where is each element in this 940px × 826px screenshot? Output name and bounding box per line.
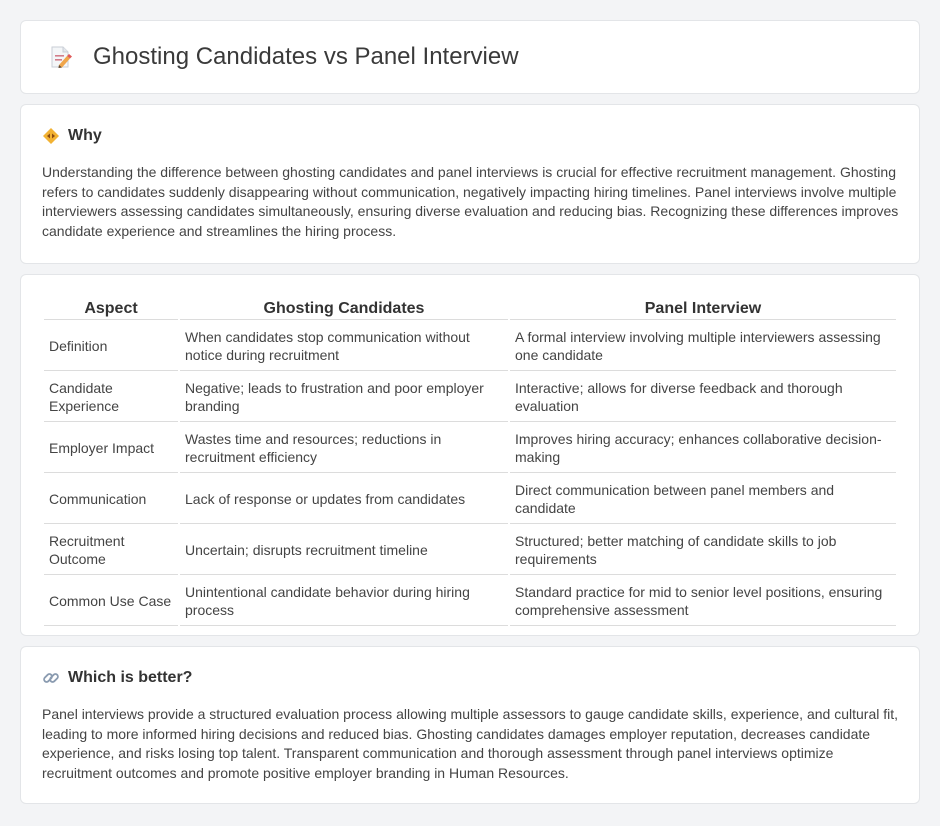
aspect-cell: Definition — [44, 322, 178, 371]
why-title: Why — [68, 127, 102, 144]
comparison-table — [42, 295, 898, 628]
aspect-cell: Employer Impact — [44, 424, 178, 473]
aspect-cell: Communication — [44, 475, 178, 524]
document-pencil-icon — [47, 44, 73, 70]
panel-cell: Direct communication between panel members and candidate — [510, 475, 896, 524]
ghosting-cell: Unintentional candidate behavior during hiring process — [180, 577, 508, 626]
panel-cell: Interactive; allows for diverse feedback and thorough evaluation — [510, 373, 896, 422]
which-title: Which is better? — [68, 669, 193, 686]
link-icon — [42, 669, 60, 687]
header-aspect: Aspect — [44, 297, 178, 320]
diamond-arrows-icon — [42, 127, 60, 145]
table-header-row — [44, 297, 896, 320]
header-panel: Panel Interview — [510, 297, 896, 320]
panel-cell: Standard practice for mid to senior level positions, ensuring comprehensive assessment — [510, 577, 896, 626]
panel-cell: Improves hiring accuracy; enhances collaborative decision-making — [510, 424, 896, 473]
aspect-cell: Candidate Experience — [44, 373, 178, 422]
page-title: Ghosting Candidates vs Panel Interview — [93, 43, 519, 70]
why-section — [20, 104, 920, 264]
table-row — [44, 322, 896, 371]
table-row — [44, 526, 896, 575]
which-section — [20, 646, 920, 804]
which-text: Panel interviews provide a structured evaluation process allowing multiple assessors to gauge candidate skills, experience, and cultural fit, leading to more informed hiring decisions and reduced bias. Ghosting candidates damages employer reputation, decreases candidate experience, and risks losing top talent. Transparent communication and thorough assessment through panel interviews optimize recruitment outcomes and promote positive employer branding in Human Resources. — [42, 706, 899, 781]
header-card — [20, 20, 920, 94]
comparison-section — [20, 274, 920, 636]
why-text: Understanding the difference between ghosting candidates and panel interviews is crucial for effective recruitment management. Ghosting refers to candidates suddenly disappearing without communication, negatively impacting hiring timelines. Panel interviews involve multiple interviewers assessing candidates simultaneously, ensuring diverse evaluation and reducing bias. Recognizing these differences improves candidate experience and streamlines the hiring process. — [42, 164, 899, 239]
ghosting-cell: When candidates stop communication without notice during recruitment — [180, 322, 508, 371]
panel-cell: Structured; better matching of candidate skills to job requirements — [510, 526, 896, 575]
table-row — [44, 424, 896, 473]
table-row — [44, 373, 896, 422]
table-row — [44, 577, 896, 626]
which-heading — [42, 669, 899, 687]
ghosting-cell: Lack of response or updates from candidates — [180, 475, 508, 524]
ghosting-cell: Uncertain; disrupts recruitment timeline — [180, 526, 508, 575]
table-row — [44, 475, 896, 524]
aspect-cell: Common Use Case — [44, 577, 178, 626]
aspect-cell: Recruitment Outcome — [44, 526, 178, 575]
ghosting-cell: Negative; leads to frustration and poor employer branding — [180, 373, 508, 422]
header-ghosting: Ghosting Candidates — [180, 297, 508, 320]
panel-cell: A formal interview involving multiple interviewers assessing one candidate — [510, 322, 896, 371]
why-heading — [42, 127, 899, 145]
ghosting-cell: Wastes time and resources; reductions in recruitment efficiency — [180, 424, 508, 473]
